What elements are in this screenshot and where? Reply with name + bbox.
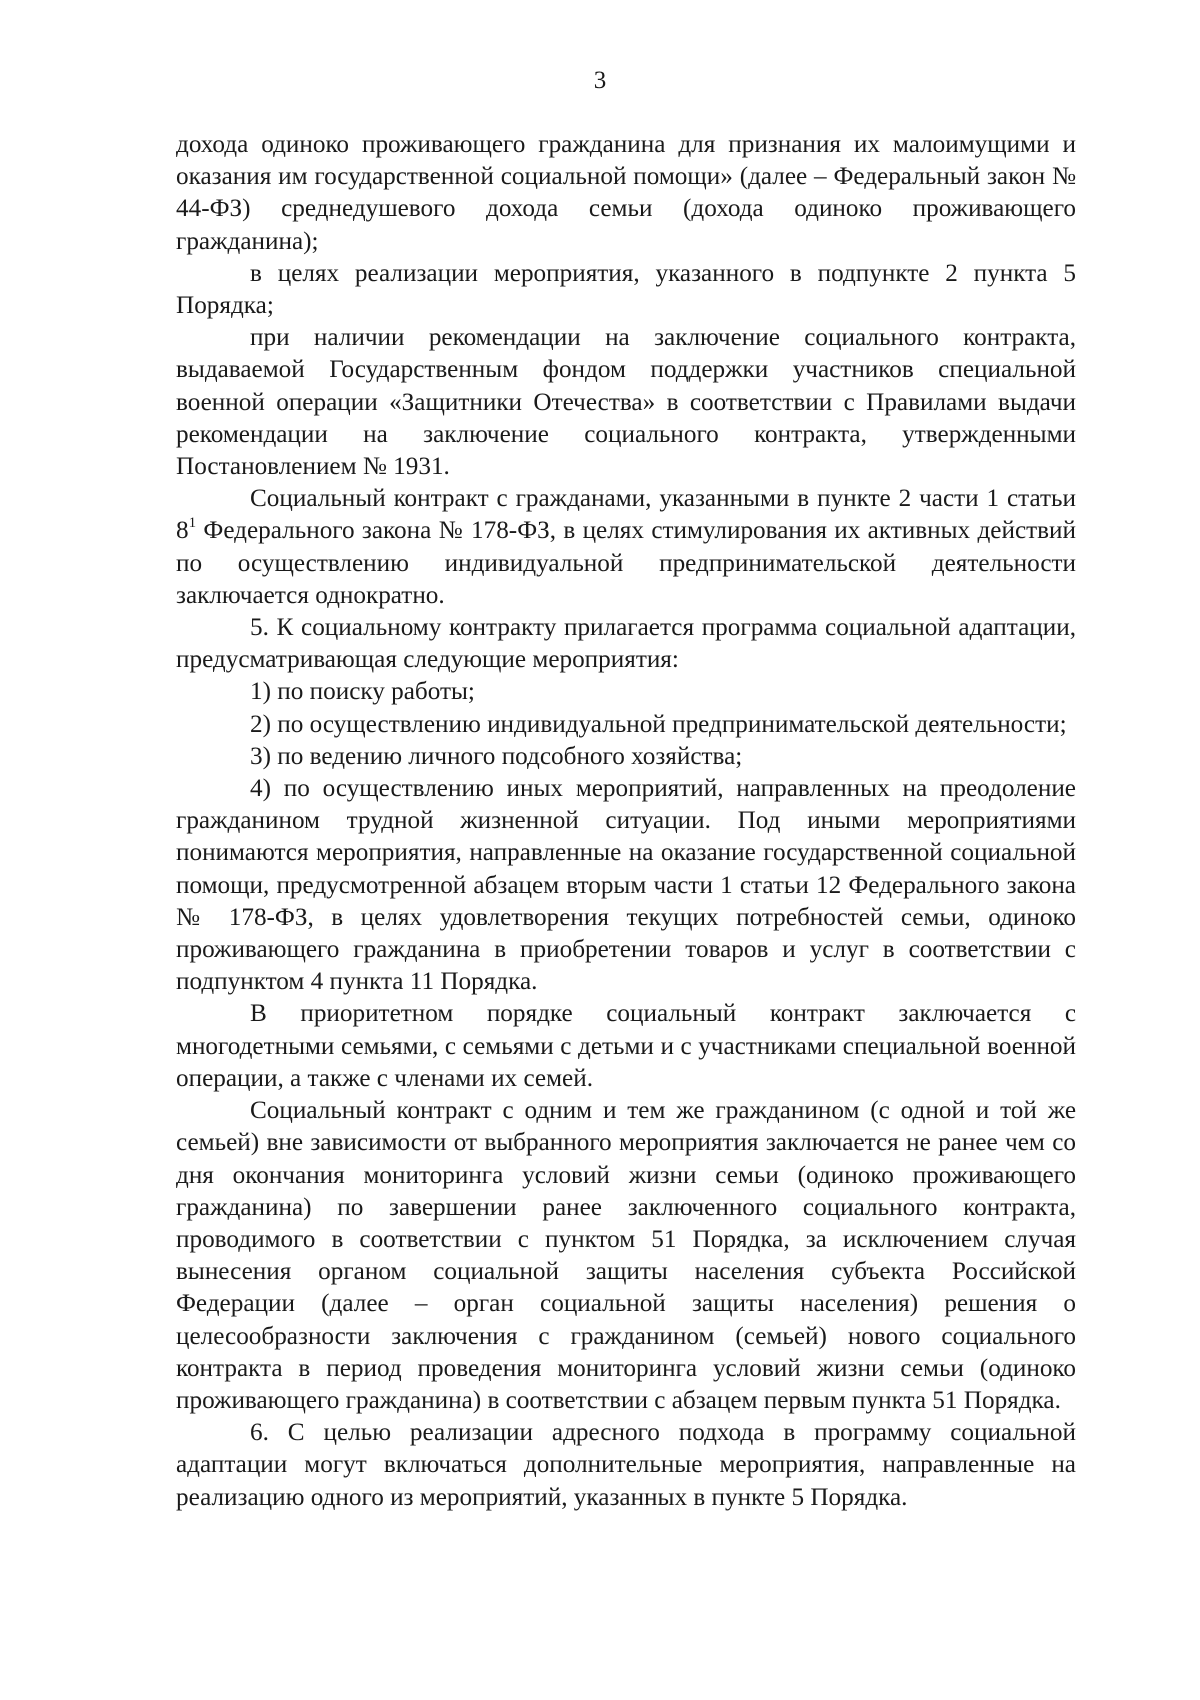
single-contract-text-start: Социальный контракт с гражданами, указанными в пункте 2 части 1 статьи 8: [176, 485, 1076, 545]
page-number: 3: [593, 67, 607, 94]
list-item-1: 1) по поиску работы;: [250, 678, 475, 706]
paragraph-continuation: дохода одиноко проживающего гражданина для признания их малоимущими и оказания им государственной социальной помощи» (далее – Федеральный закон № 44-ФЗ) среднедушевого дохода семьи (дохода одиноко проживающего гражданина);: [176, 131, 1076, 255]
paragraph-clause-5: 5. К социальному контракту прилагается программа социальной адаптации, предусматривающая следующие мероприятия:: [176, 614, 1076, 674]
paragraph-clause-6: 6. С целью реализации адресного подхода в программу социальной адаптации могут включаться дополнительные мероприятия, направленные на реализацию одного из мероприятий, указанных в пункте 5 Порядка.: [176, 1419, 1076, 1511]
paragraph-single-contract: [176, 483, 1076, 612]
article-superscript: 1: [188, 515, 197, 532]
paragraph-item-subpoint: в целях реализации мероприятия, указанного в подпункте 2 пункта 5 Порядка;: [176, 259, 1076, 320]
single-contract-text-end: Федерального закона № 178-ФЗ, в целях стимулирования их активных действий по осуществлению индивидуальной предпринимательской деятельности заключается однократно.: [176, 517, 1076, 609]
paragraph-priority: В приоритетном порядке социальный контракт заключается с многодетными семьями, с семьями с детьми и с участниками специальной военной операции, а также с членами их семей.: [176, 1000, 1076, 1092]
list-item-4: 4) по осуществлению иных мероприятий, направленных на преодоление гражданином трудной жизненной ситуации. Под иными мероприятиями понимаются мероприятия, направленные на оказание государственной социальной помощи, предусмотренной абзацем вторым части 1 статьи 12 Федерального закона № 178-ФЗ, в целях удовлетворения текущих потребностей семьи, одиноко проживающего гражданина в приобретении товаров и услуг в соответствии с подпунктом 4 пункта 11 Порядка.: [176, 775, 1076, 996]
paragraph-repeat-contract: Социальный контракт с одним и тем же гражданином (с одной и той же семьей) вне зависимости от выбранного мероприятия заключается не ранее чем со дня окончания мониторинга условий жизни семьи (одиноко проживающего гражданина) по завершении ранее заключенного социального контракта, проводимого в соответствии с пунктом 51 Порядка, за исключением случая вынесения органом социальной защиты населения субъекта Российской Федерации (далее – орган социальной защиты населения) решения о целесообразности заключения с гражданином (семьей) нового социального контракта в период проведения мониторинга условий жизни семьи (одиноко проживающего гражданина) в соответствии с абзацем первым пункта 51 Порядка.: [176, 1097, 1076, 1414]
paragraph-item-recommendation: при наличии рекомендации на заключение социального контракта, выдаваемой Государственным фондом поддержки участников специальной военной операции «Защитники Отечества» в соответствии с Правилами выдачи рекомендации на заключение социального контракта, утвержденными Постановлением № 1931.: [176, 324, 1076, 481]
list-item-2: 2) по осуществлению индивидуальной предпринимательской деятельности;: [250, 710, 1067, 738]
list-item-3: 3) по ведению личного подсобного хозяйства;: [250, 742, 743, 770]
document-body: [176, 129, 1076, 1514]
